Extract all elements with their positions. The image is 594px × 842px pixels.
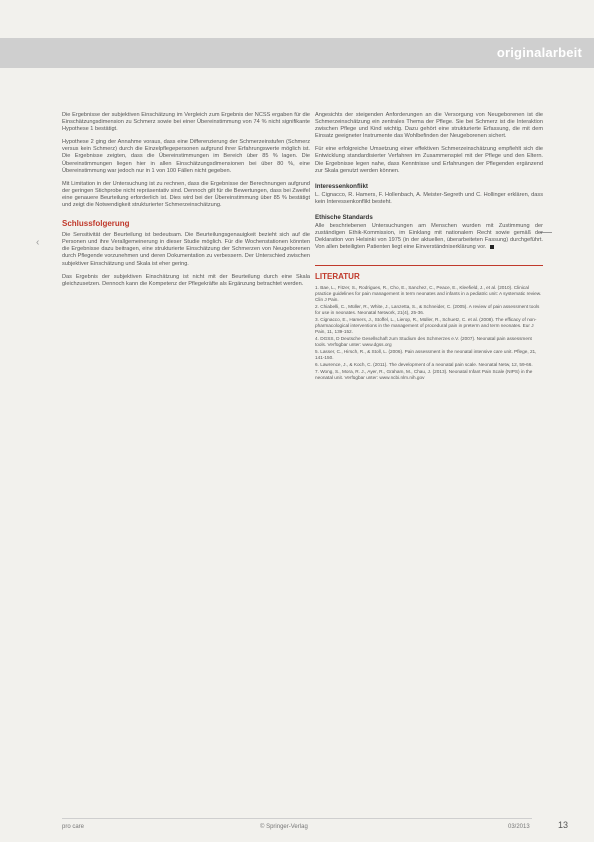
end-of-article-mark xyxy=(490,245,494,249)
literature-heading: LITERATUR xyxy=(315,265,543,281)
literature-item: 2. Chiabelli, C., Müller, R., White, J., Lanzetta, S., & Schneider, C. (2005). A review of pain assessment tools for use in neonates. Neonatal Network, 21(4), 25-36. xyxy=(315,304,540,316)
body-paragraph: Das Ergebnis der subjektiven Einschätzung ist nicht mit der Beurteilung durch eine Skala gleichzusetzen. Dennoch kann die Kompetenz der Pflegekräfte als Ergänzung betrachtet werden. xyxy=(62,273,310,287)
conflict-text: L. Cignacco, R. Hamers, F. Hollenbach, A. Meister-Segreth und C. Hollinger erklären, dass kein Interessenkonflikt besteht. xyxy=(315,191,543,205)
ethics-heading: Ethische Standards xyxy=(315,213,373,221)
literature-item: 7. Wong, S., Mora, R. J., Ayer, R., Graham, M., Chau, J. (2013). Neonatal Infant Pain Scale (NIPS) in the neonatal unit. Verfügbar unter: www.ncbi.nlm.nih.gov xyxy=(315,369,533,381)
body-paragraph: Angesichts der steigenden Anforderungen an die Versorgung von Neugeborenen ist die Schmerzeinschätzung ein zentrales Thema der Pflege. Sie bei Schmerz ist die Interaktion zwischen Pflege und Kind wichtig. Dazu gehört eine strukturierte Erfassung, die mit dem Einsatz geeigneter Instrumente das Wohlbefinden der Neugeborenen sichert. xyxy=(315,112,543,140)
ethics-text xyxy=(315,223,543,251)
body-paragraph: Die Sensitivität der Beurteilung ist bedeutsam. Die Beurteilungsgenauigkeit bezieht sich auf die Personen und ihre Verallgemeinerung in dieser Studie möglich. Für die Wochenstationen könnten die Ergebnisse dazu beitragen, eine strukturierte Einschätzung der Schmerzen von Neugeborenen durch Pflegende vorzunehmen und deren Dokumentation zu verbessern. Der Unterschied zwischen subjektiver Einschätzung und Skala ist eher gering. xyxy=(62,232,310,267)
body-paragraph: Hypothese 2 ging der Annahme voraus, dass eine Differenzierung der Schmerzeinstufen (Schmerz versus kein Schmerz) durch die Einzelpflegepersonen aufgrund ihrer Erfahrungswerte möglich ist. Die Ergebnisse zeigten, dass die Übereinstimmungen im Bereich über 85 % lagen. Die Übereinstimmungen liegen hier in allen Einschätzungsdimensionen bei über 80 %, eine Übereinstimmung war jedoch nur in 1 von 100 Fällen nicht gegeben. xyxy=(62,139,310,174)
literature-item: 4. DGSS, D Deutsche Gesellschaft zum Studium des Schmerzes e.V. (2007). Neonatal pain assessment tools. Verfügbar unter: www.dgss.org xyxy=(315,336,532,348)
literature-item: 1. Bae, L., Fitzer, S., Rodrigues, R., Cho, E., Sanchez, C., Peace, E., Kleefield, J., et al. (2010). Clinical practice guidelines for pain management in term neonates and infants in a pediatric unit: A systematic review. Clin J Pain. xyxy=(315,285,542,303)
conflict-heading: Interessenkonflikt xyxy=(315,182,368,190)
ethics-text-body: Alle beschriebenen Untersuchungen am Menschen wurden mit Zustimmung der zuständigen Ethik-Kommission, im Einklang mit nationalem Recht sowie gemäß der Deklaration von Helsinki von 1975 (in der aktuellen, überarbeiteten Fassung) durchgeführt. Von allen beteiligten Patienten liegt eine Einverständniserklärung vor. xyxy=(315,222,543,251)
literature-item: 5. Lasser, C., Hirsch, R., & Stoll, L. (2006). Pain assessment in the neonatal intensive care unit. Pflege, 21, 141-150. xyxy=(315,349,537,361)
body-paragraph: Die Ergebnisse der subjektiven Einschätzung im Vergleich zum Ergebnis der NCSS ergaben für die Einschätzungsdimension zu Schmerz sowie bei einer Übereinstimmung von 74 % nicht signifikante Hypothese 1 bestätigt. xyxy=(62,112,310,133)
right-column xyxy=(315,112,543,382)
footer-issue: 03/2013 xyxy=(508,824,530,830)
literature-item: 6. Lawrence, J., & Koch, C. (2011). The development of a neonatal pain scale. Neonatal Netw, 12, 59-66. xyxy=(315,362,533,368)
footer-rule xyxy=(62,818,532,819)
body-paragraph: Für eine erfolgreiche Umsetzung einer effektiven Schmerzeinschätzung empfiehlt sich die Entwicklung standardisierter Verfahren im Zusammenspiel mit der Pflege und den Eltern. Die Ergebnisse legen nahe, dass Kenntnisse und Erfahrungen der Pflegenden ergänzend zur Skala genutzt werden können. xyxy=(315,146,543,174)
section-heading: Schlussfolgerung xyxy=(62,219,130,229)
margin-mark: ‹ xyxy=(36,237,40,248)
footer-publisher: © Springer-Verlag xyxy=(260,824,308,830)
body-paragraph: Mit Limitation in der Untersuchung ist zu rechnen, dass die Ergebnisse der Berechnungen aufgrund der geringen Stichprobe nicht repräsentativ sind. Dennoch gilt für die Bewertungen, dass bei Zweifel eine genauere Beurteilung erforderlich ist. Dies wird bei der Übereinstimmung über 85 % bestätigt und zeigt die Notwendigkeit strukturierter Schmerzeinschätzung. xyxy=(62,180,310,209)
literature-item: 3. Cignacco, E., Hamers, J., Stoffel, L., Lierop, R., Müller, R., Schuetz, C. et al. (2008). The efficacy of non-pharmacological interventions in the management of procedural pain in preterm and term neonates. Eur J Pain, 11, 139-152. xyxy=(315,317,537,335)
footer-journal: pro care xyxy=(62,824,85,830)
left-column xyxy=(62,112,310,294)
section-label: originalarbeit xyxy=(496,45,582,60)
page-number: 13 xyxy=(558,820,569,830)
